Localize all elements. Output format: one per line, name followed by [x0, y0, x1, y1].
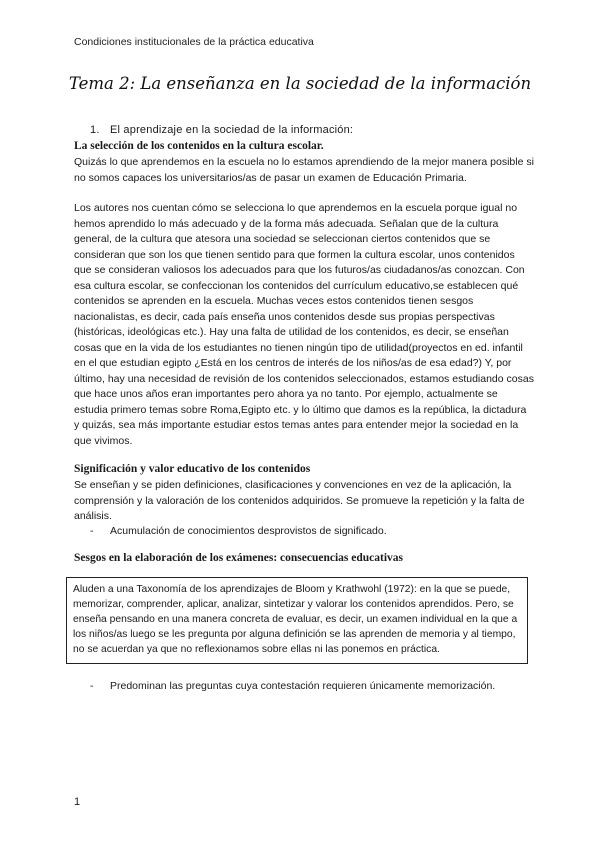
- boxed-quote: Aluden a una Taxonomía de los aprendizajes de Bloom y Krathwohl (1972): en la que se puede, memorizar, comprender, aplicar, analizar, sintetizar y valorar los contenidos aprendidos. Pero, se enseña pensando en una manera concreta de evaluar, es decir, un examen individual en la que a los niños/as luego se les pregunta por alguna definición se las aprenden de memoria y al tiempo, no se acuerdan ya que no reflexionamos sobre ellas ni las ponemos en práctica.: [66, 577, 528, 664]
- paragraph-educational-value: Se enseñan y se piden definiciones, clasificaciones y convenciones en vez de la aplicación, la comprensión y la valoración de los contenidos adquiridos. Se promueve la repetición y la falta de análisis.: [74, 479, 525, 522]
- bullet-marker: -: [90, 680, 94, 692]
- bullet-accumulation: [90, 525, 387, 537]
- heading-content-selection: La selección de los contenidos en la cultura escolar.: [74, 140, 324, 152]
- section-list-item: [90, 124, 353, 136]
- bullet-marker: -: [90, 525, 94, 537]
- paragraph-authors: Los autores nos cuentan cómo se selecciona lo que aprendemos en la escuela porque igual no hemos aprendido lo más adecuado y de la forma más adecuada. Señalan que de la cultura general, de la cultura que atesora una sociedad se seleccionan ciertos contenidos que se consideran que son los que tienen sentido para que formen la cultura escolar, unos contenidos que se consideran valiosos los adecuados para que los futuros/as ciudadanos/as conozcan. Con esa cultura escolar, se confeccionan los contenidos del currículum educativo,se establecen qué contenidos se aprenden en la escuela. Muchas veces estos contenidos tienen sesgos nacionalistas, es decir, cada país enseña unos contenidos desde sus propias perspectivas (históricas, ideológicas etc.). Hay una falta de utilidad de los contenidos, es decir, se enseñan cosas que en la vida de los estudiantes no tienen ningún tipo de utilidad(proyectos en ed. infantil en el que estudian egipto ¿Está en los centros de interés de los niños/as de esa edad?) Y, por último, hay una necesidad de revisión de los contenidos seleccionados, estamos estudiando cosas que hace unos años eran importantes pero ahora ya no tanto. Por ejemplo, actualmente se estudia primero temas sobre Roma,Egipto etc. y lo último que damos es la república, la dictadura y quizás, sea más importante estudiar estos temas antes para entender mejor la sociedad en la que vivimos.: [74, 202, 534, 447]
- heading-educational-value: Significación y valor educativo de los contenidos: [74, 463, 311, 475]
- bullet-text: Acumulación de conocimientos desprovistos de significado.: [110, 525, 387, 537]
- page-title: Tema 2: La enseñanza en la sociedad de la información: [68, 74, 532, 93]
- section-label: El aprendizaje en la sociedad de la información:: [110, 124, 354, 136]
- running-header: Condiciones institucionales de la práctica educativa: [74, 36, 314, 48]
- bullet-text: Predominan las preguntas cuya contestación requieren únicamente memorización.: [110, 680, 496, 692]
- page-number: 1: [74, 796, 81, 808]
- heading-exam-bias: Sesgos en la elaboración de los exámenes: consecuencias educativas: [74, 552, 404, 564]
- section-number: 1.: [90, 124, 100, 136]
- bullet-memorization: [90, 680, 495, 692]
- paragraph-intro: Quizás lo que aprendemos en la escuela no lo estamos aprendiendo de la mejor manera posible si no somos capaces los universitarios/as de pasar un examen de Educación Primaria.: [74, 156, 534, 184]
